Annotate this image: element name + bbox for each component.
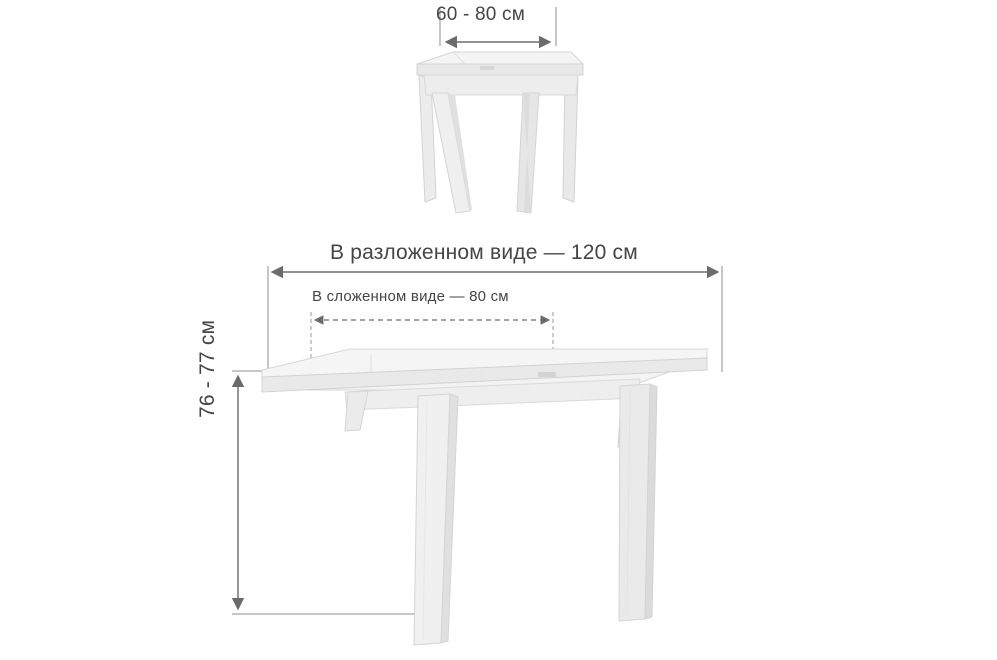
label-top-width: 60 - 80 см <box>436 4 525 25</box>
small-table-shape <box>417 52 583 213</box>
label-height: 76 - 77 см <box>196 319 219 418</box>
label-folded-width: В сложенном виде — 80 см <box>312 288 509 305</box>
large-table-shape <box>262 349 707 645</box>
label-unfolded-width: В разложенном виде — 120 см <box>330 241 638 264</box>
